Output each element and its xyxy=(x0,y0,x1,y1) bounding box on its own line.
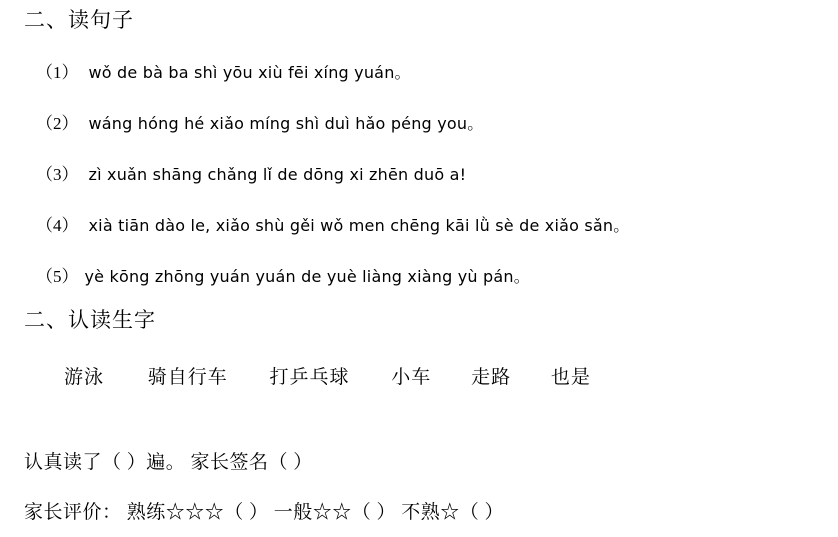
parent-evaluation-line: 家长评价： 熟练☆☆☆（ ） 一般☆☆（ ） 不熟☆（ ） xyxy=(24,502,505,523)
sentence-number-2: （2） xyxy=(36,114,79,133)
vocabulary-word: 游泳 xyxy=(64,367,105,388)
vocabulary-word-row xyxy=(64,362,591,389)
section-heading-recognize-characters: 二、认读生字 xyxy=(24,308,156,332)
sentence-text-4: xià tiān dào le, xiǎo shù gěi wǒ men chēng kāi lǜ sè de xiǎo sǎn。 xyxy=(88,216,630,235)
sentence-number-4: （4） xyxy=(36,216,79,235)
sentence-item-4 xyxy=(36,211,629,236)
sentence-text-1: wǒ de bà ba shì yōu xiù fēi xíng yuán。 xyxy=(88,63,411,82)
sentence-number-3: （3） xyxy=(36,165,79,184)
sentence-item-5 xyxy=(36,262,530,287)
vocabulary-word: 骑自行车 xyxy=(147,367,228,388)
sentence-text-2: wáng hóng hé xiǎo míng shì duì hǎo péng you。 xyxy=(88,114,484,133)
parent-signature-line: 认真读了（ ）遍。 家长签名（ ） xyxy=(24,452,313,473)
sentence-text-3: zì xuǎn shāng chǎng lǐ de dōng xi zhēn duō a! xyxy=(88,165,467,184)
section-heading-read-sentences: 二、读句子 xyxy=(24,8,134,32)
sentence-item-2 xyxy=(36,109,483,134)
sentence-item-1 xyxy=(36,58,411,83)
vocabulary-word: 也是 xyxy=(550,367,591,388)
vocabulary-word: 走路 xyxy=(471,367,512,388)
vocabulary-word: 小车 xyxy=(391,367,432,388)
vocabulary-word: 打乒乓球 xyxy=(269,367,350,388)
sentence-number-1: （1） xyxy=(36,63,79,82)
sentence-text-5: yè kōng zhōng yuán yuán de yuè liàng xiàng yù pán。 xyxy=(84,267,530,286)
sentence-item-3 xyxy=(36,160,466,185)
sentence-number-5: （5） xyxy=(36,267,79,286)
